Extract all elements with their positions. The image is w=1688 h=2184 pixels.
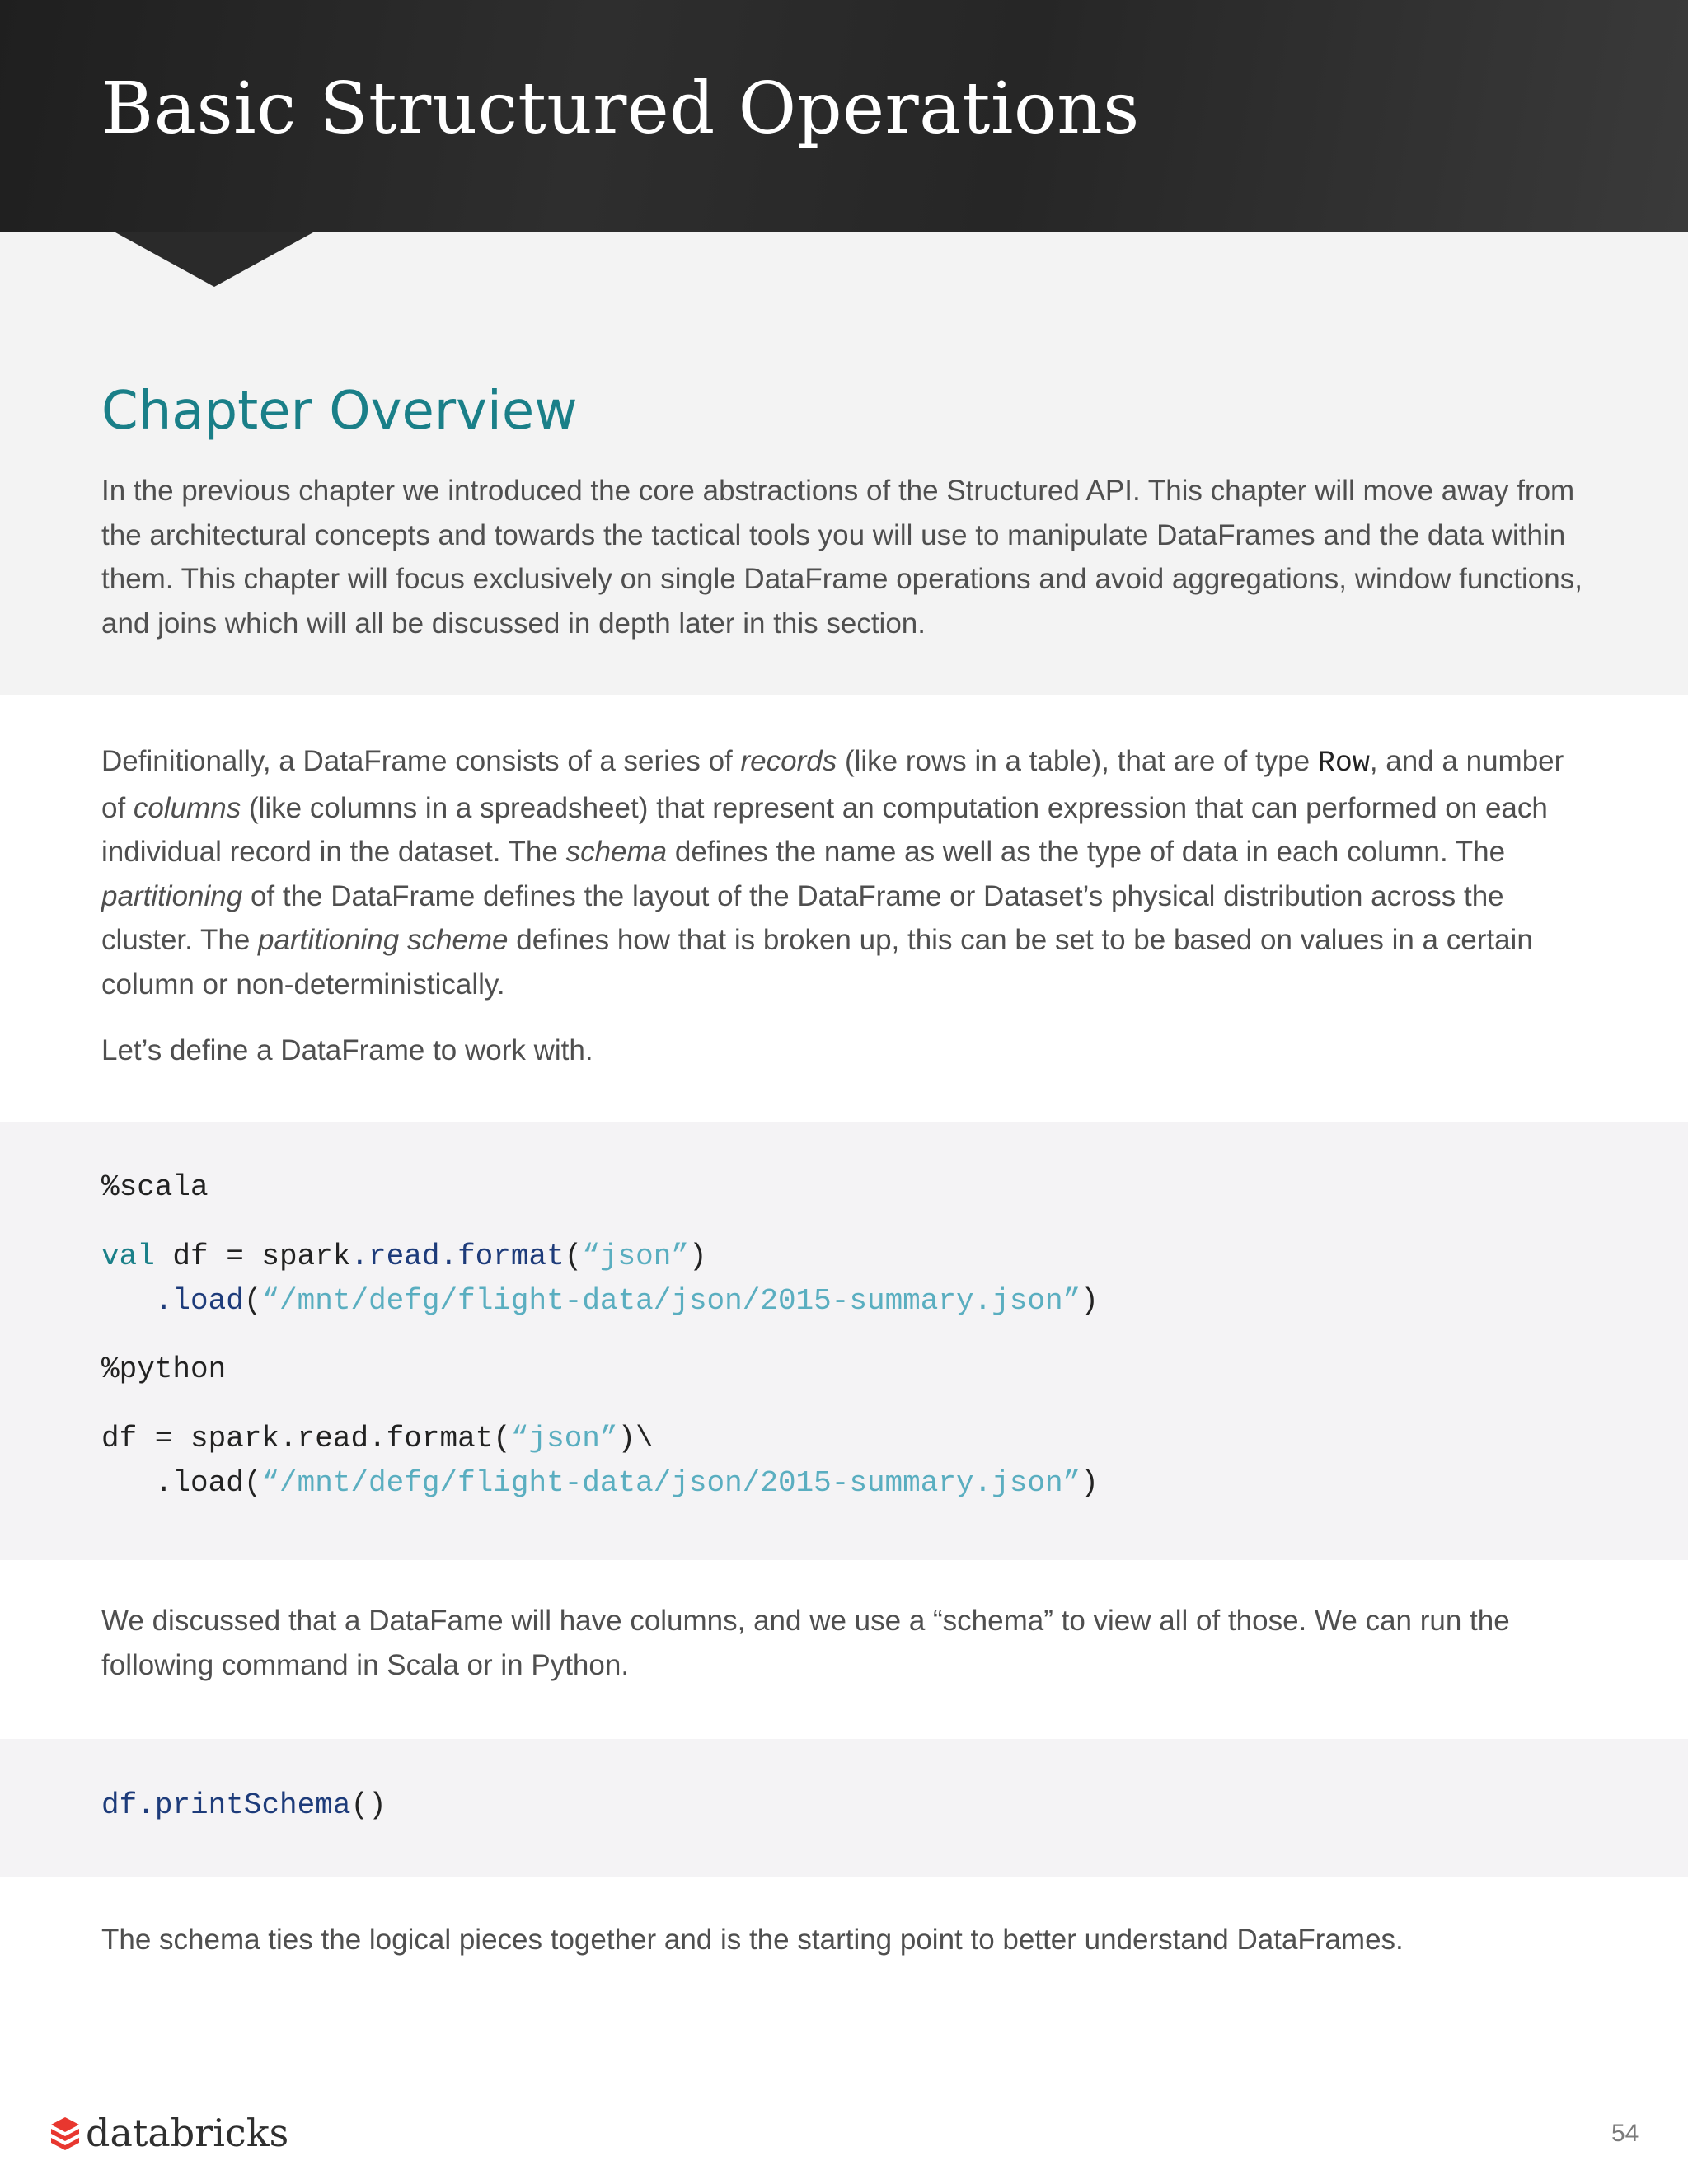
term-records: records — [740, 745, 837, 777]
term-partitioning-scheme: partitioning scheme — [258, 924, 509, 956]
text-run: Definitionally, a DataFrame consists of a series of — [101, 745, 741, 777]
code-indent — [101, 1466, 155, 1500]
term-columns: columns — [133, 791, 241, 824]
code-token: ) — [1081, 1466, 1099, 1500]
code-line-python-read — [101, 1422, 654, 1455]
overview-heading: Chapter Overview — [101, 381, 578, 442]
code-string: “json” — [510, 1422, 618, 1455]
text-run: of the DataFrame defines the layout of the DataFrame or Dataset’s physical distribution across the cluster. The — [101, 879, 1504, 956]
code-token: ) — [688, 1240, 707, 1273]
databricks-logo-text: databricks — [86, 2111, 289, 2155]
code-method: .load — [154, 1284, 244, 1318]
databricks-logo-icon — [49, 2116, 81, 2150]
code-line-python-tag: %python — [101, 1352, 227, 1386]
schema-discussion-paragraph: We discussed that a DataFame will have columns, and we use a “schema” to view all of those. We can run the following command in Scala or in Python. — [101, 1605, 1510, 1681]
code-token: .load( — [154, 1466, 262, 1500]
code-token: ) — [1081, 1284, 1099, 1318]
code-token: df — [101, 1788, 138, 1822]
code-string: “json” — [582, 1240, 689, 1273]
code-line-scala-read — [101, 1240, 707, 1273]
code-token: df = spark — [154, 1240, 351, 1273]
overview-paragraph: In the previous chapter we introduced the core abstractions of the Structured API. This chapter will move away from the architectural concepts and towards the tactical tools you will use to manipulate DataFrames and the data within them. This chapter will focus exclusively on single DataFrame operations and avoid aggregations, window functions, and joins which will all be discussed in depth later in this section. — [101, 475, 1582, 640]
text-run: defines the name as well as the type of data in each column. The — [667, 836, 1506, 868]
term-partitioning: partitioning — [101, 879, 243, 912]
text-run: (like columns in a spreadsheet) that represent an computation expression that can performed on each individual record in the dataset. The — [101, 791, 1548, 868]
code-line-print-schema — [101, 1788, 387, 1822]
inline-code-row: Row — [1317, 747, 1370, 780]
code-line-python-load — [101, 1466, 1099, 1500]
code-method: .read.format — [350, 1240, 565, 1273]
page-number: 54 — [1611, 2120, 1639, 2147]
chapter-title: Basic Structured Operations — [101, 68, 1140, 150]
code-keyword: val — [101, 1240, 155, 1273]
databricks-logo — [49, 2110, 288, 2156]
code-token: df = spark.read.format( — [101, 1422, 511, 1455]
header-notch — [115, 232, 313, 287]
term-schema: schema — [565, 836, 668, 868]
schema-closing-paragraph: The schema ties the logical pieces together and is the starting point to better understand DataFrames. — [101, 1924, 1404, 1956]
text-run: defines how that is broken up, this can be set to be based on values in a certain column or non-deterministically. — [101, 924, 1533, 1001]
code-token: ( — [564, 1240, 583, 1273]
code-string: “/mnt/defg/flight-data/json/2015-summary.json” — [261, 1466, 1081, 1500]
code-string: “/mnt/defg/flight-data/json/2015-summary.json” — [261, 1284, 1081, 1318]
code-token: () — [350, 1788, 387, 1822]
define-dataframe-paragraph: Let’s define a DataFrame to work with. — [101, 1034, 593, 1066]
code-method: .printSchema — [137, 1788, 351, 1822]
text-run: (like rows in a table), that are of type — [837, 745, 1318, 777]
code-line-scala-tag: %scala — [101, 1170, 209, 1204]
code-token: ( — [243, 1284, 262, 1318]
text-run: , and a number of — [101, 745, 1564, 824]
chapter-header-banner — [0, 0, 1688, 232]
definition-paragraph — [101, 739, 1593, 1006]
code-token: )\ — [617, 1422, 654, 1455]
code-indent — [101, 1284, 155, 1318]
code-line-scala-load — [101, 1284, 1099, 1318]
